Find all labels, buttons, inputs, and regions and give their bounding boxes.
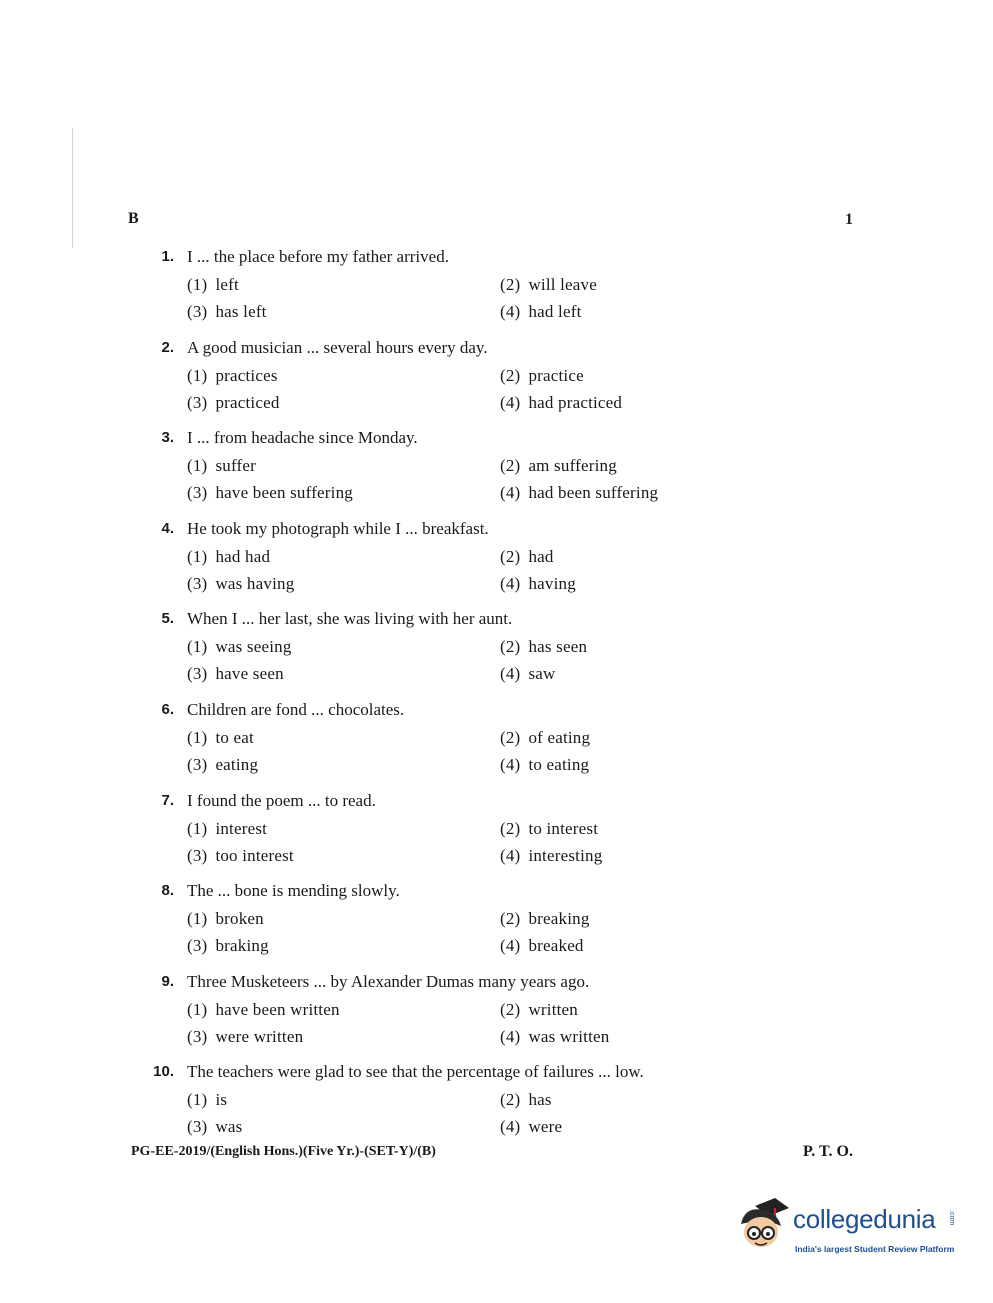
option-2: (2) to interest: [500, 818, 599, 838]
question-list: [0, 246, 993, 1152]
option-3: (3) braking: [187, 936, 269, 956]
option-2: (2) of eating: [500, 727, 591, 747]
question-text: I ... the place before my father arrived.: [187, 247, 449, 266]
question-item: [0, 608, 993, 699]
please-turn-over: P. T. O.: [803, 1143, 853, 1160]
option-4: (4) had practiced: [500, 392, 623, 412]
option-4: (4) saw: [500, 664, 556, 684]
question-text: When I ... her last, she was living with her aunt.: [187, 609, 513, 629]
option-3: (3) eating: [187, 754, 259, 774]
option-2: (2) breaking: [500, 909, 590, 929]
question-number: 8.: [161, 882, 174, 900]
question-number: 2.: [161, 338, 174, 356]
option-1: (1) suffer: [187, 456, 256, 476]
question-item: [0, 1061, 993, 1152]
question-item: [0, 971, 993, 1062]
question-number: 5.: [161, 610, 174, 628]
option-1: (1) have been written: [187, 999, 340, 1019]
question-text: A good musician ... several hours every day.: [187, 337, 488, 357]
option-3: (3) were written: [187, 1026, 304, 1046]
option-3: (3) have been suffering: [187, 483, 353, 503]
option-2: (2) had: [500, 546, 554, 566]
question-number: 3.: [161, 429, 174, 447]
option-2: (2) practice: [500, 365, 584, 385]
option-1: (1) broken: [187, 909, 264, 929]
page-number: 1: [845, 211, 853, 228]
question-item: [0, 518, 993, 609]
option-3: (3) has left: [187, 302, 267, 321]
question-text: I ... from headache since Monday.: [187, 428, 418, 448]
option-3: (3) too interest: [187, 845, 294, 865]
option-3: (3) was having: [187, 573, 295, 593]
option-4: (4) were: [500, 1117, 563, 1137]
option-2: (2) has: [500, 1090, 552, 1110]
option-1: (1) had had: [187, 546, 271, 566]
question-item: [0, 790, 993, 881]
question-number: 9.: [161, 972, 174, 990]
question-item: [0, 246, 993, 337]
question-item: [0, 427, 993, 518]
option-1: (1) practices: [187, 365, 278, 385]
option-4: (4) had left: [500, 302, 582, 321]
brand-domain: .com: [948, 1210, 955, 1226]
question-item: [0, 337, 993, 428]
question-number: 6.: [161, 700, 174, 718]
option-1: (1) left: [187, 275, 239, 294]
option-1: (1) is: [187, 1090, 228, 1110]
brand-tagline: India's largest Student Review Platform: [795, 1244, 955, 1254]
option-1: (1) was seeing: [187, 637, 292, 657]
option-2: (2) will leave: [500, 275, 597, 294]
option-3: (3) practiced: [187, 392, 280, 412]
option-4: (4) to eating: [500, 754, 590, 774]
option-2: (2) am suffering: [500, 456, 617, 476]
question-number: 1.: [161, 248, 174, 265]
option-3: (3) have seen: [187, 664, 284, 684]
option-4: (4) was written: [500, 1026, 610, 1046]
question-text: Children are fond ... chocolates.: [187, 699, 405, 719]
question-text: Three Musketeers ... by Alexander Dumas many years ago.: [187, 971, 590, 991]
option-3: (3) was: [187, 1117, 243, 1137]
option-4: (4) having: [500, 573, 576, 593]
question-item: [0, 699, 993, 790]
option-4: (4) had been suffering: [500, 483, 659, 503]
brand-name: collegedunia: [793, 1204, 936, 1234]
question-text: The ... bone is mending slowly.: [187, 881, 400, 901]
option-2: (2) has seen: [500, 637, 588, 657]
question-item: [0, 880, 993, 971]
scan-margin-line: [72, 128, 73, 248]
question-text: I found the poem ... to read.: [187, 790, 376, 810]
option-1: (1) to eat: [187, 727, 254, 747]
collegedunia-watermark: [735, 1196, 965, 1256]
option-1: (1) interest: [187, 818, 268, 838]
option-2: (2) written: [500, 999, 578, 1019]
paper-code: PG-EE-2019/(English Hons.)(Five Yr.)-(SET-Y)/(B): [131, 1144, 436, 1159]
mascot-icon: [735, 1196, 793, 1256]
question-number: 10.: [153, 1063, 174, 1081]
question-text: The teachers were glad to see that the percentage of failures ... low.: [187, 1062, 644, 1082]
question-text: He took my photograph while I ... breakfast.: [187, 518, 489, 538]
question-number: 4.: [161, 519, 174, 537]
question-number: 7.: [161, 791, 174, 809]
option-4: (4) interesting: [500, 845, 603, 865]
option-4: (4) breaked: [500, 936, 584, 956]
set-letter: B: [128, 210, 139, 227]
